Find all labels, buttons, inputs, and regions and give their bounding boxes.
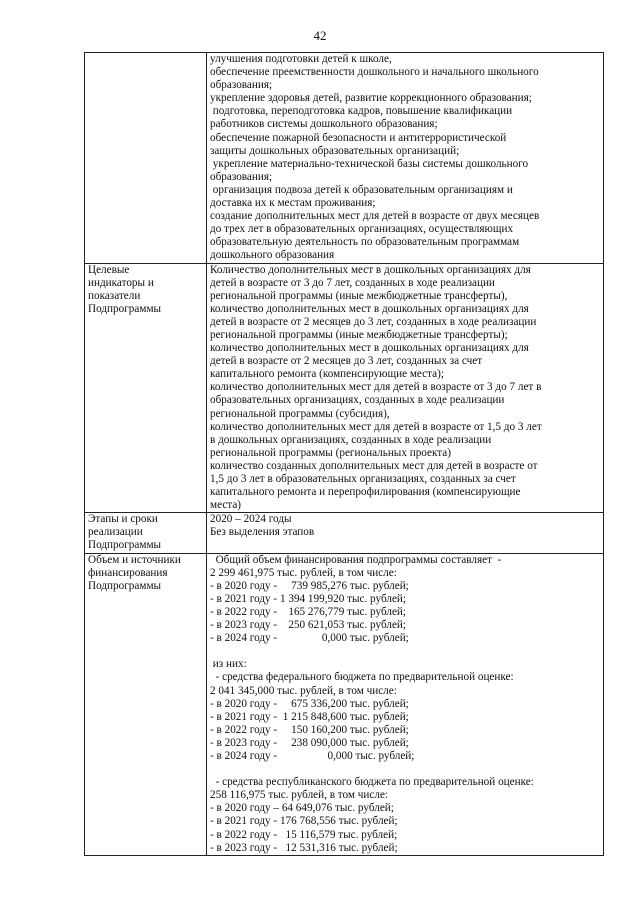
- content-line: - в 2020 году - 739 985,276 тыс. рублей;: [210, 579, 409, 592]
- content-line: - в 2022 году - 15 116,579 тыс. рублей;: [210, 828, 398, 841]
- row-label-line: Подпрограммы: [88, 579, 162, 592]
- content-line: образования;: [210, 79, 273, 92]
- row-label-line: Этапы и сроки: [88, 513, 158, 526]
- content-line: - в 2024 году - 0,000 тыс. рублей;: [210, 749, 415, 762]
- row-label-cell: [85, 513, 207, 553]
- content-line: количество дополнительных мест в дошкольных организациях для: [210, 302, 529, 315]
- content-line: организация подвоза детей к образовательным организациям и: [210, 183, 513, 196]
- content-line: Без выделения этапов: [210, 526, 315, 539]
- content-line: - в 2022 году - 165 276,779 тыс. рублей;: [210, 605, 406, 618]
- row-content-cell: [207, 513, 604, 553]
- row-label-line: индикаторы и: [88, 276, 154, 289]
- content-line: 2020 – 2024 годы: [210, 513, 292, 526]
- content-line: укрепление здоровья детей, развитие коррекционного образования;: [210, 92, 532, 105]
- content-line: Количество дополнительных мест в дошкольных организациях для: [210, 263, 531, 276]
- content-line: количество созданных дополнительных мест для детей в возрасте от: [210, 459, 538, 472]
- table-row: [85, 263, 604, 513]
- row-label-cell: [85, 263, 207, 513]
- content-line: подготовка, переподготовка кадров, повышение квалификации: [210, 105, 513, 118]
- row-label-line: Подпрограммы: [88, 302, 162, 315]
- content-line: региональной программы (субсидия),: [210, 407, 390, 420]
- content-line: 258 116,975 тыс. рублей, в том числе:: [210, 789, 389, 802]
- subprogram-passport-table: [84, 52, 604, 856]
- content-line: укрепление материально-технической базы системы дошкольного: [210, 157, 529, 170]
- content-line: дошкольного образования: [210, 249, 335, 262]
- content-line: 2 299 461,975 тыс. рублей, в том числе:: [210, 566, 397, 579]
- content-line: Общий объем финансирования подпрограммы составляет -: [210, 553, 502, 566]
- content-line: капитального ремонта (компенсирующие места);: [210, 368, 444, 381]
- content-line: [210, 763, 600, 776]
- table-row: [85, 553, 604, 855]
- content-line: [210, 539, 600, 552]
- content-line: региональной программы (иные межбюджетные трансферты),: [210, 289, 508, 302]
- content-line: капитального ремонта и перепрофилирования (компенсирующие: [210, 486, 521, 499]
- content-line: - в 2022 году - 150 160,200 тыс. рублей;: [210, 723, 409, 736]
- content-line: обеспечение пожарной безопасности и антитеррористической: [210, 131, 507, 144]
- row-label-line: Подпрограммы: [88, 539, 162, 552]
- content-line: доставка их к местам проживания;: [210, 197, 376, 210]
- content-line: - в 2021 году - 176 768,556 тыс. рублей;: [210, 815, 398, 828]
- content-line: количество дополнительных мест в дошкольных организациях для: [210, 342, 529, 355]
- content-line: - в 2021 году - 1 394 199,920 тыс. рублей;: [210, 592, 406, 605]
- content-line: образовательную деятельность по образовательным программам: [210, 236, 520, 249]
- content-line: количество дополнительных мест для детей в возрасте от 3 до 7 лет в: [210, 381, 542, 394]
- table-row: [85, 513, 604, 553]
- content-line: - в 2023 году - 238 090,000 тыс. рублей;: [210, 736, 409, 749]
- content-line: в дошкольных организациях, созданных в ходе реализации: [210, 433, 492, 446]
- row-content-cell: [207, 53, 604, 264]
- row-content-cell: [207, 263, 604, 513]
- content-line: - в 2021 году - 1 215 848,600 тыс. рублей;: [210, 710, 409, 723]
- content-line: 1,5 до 3 лет в образовательных организациях, созданных за счет: [210, 473, 516, 485]
- content-line: детей в возрасте от 2 месяцев до 3 лет, созданных за счет: [210, 355, 483, 368]
- row-label-line: финансирования: [88, 566, 168, 579]
- row-label-line: показатели: [88, 289, 141, 302]
- content-line: из них:: [210, 658, 247, 671]
- content-line: до трех лет в образовательных организациях, осуществляющих: [210, 223, 514, 236]
- content-line: количество дополнительных мест для детей в возрасте от 1,5 до 3 лет: [210, 420, 542, 433]
- content-line: обеспечение преемственности дошкольного и начального школьного: [210, 66, 539, 79]
- table-row: [85, 53, 604, 264]
- row-label-line: Объем и источники: [88, 553, 181, 566]
- content-line: работников системы дошкольного образования;: [210, 118, 438, 131]
- content-line: региональной программы (региональных проекта): [210, 446, 451, 459]
- page-number: 42: [313, 28, 327, 43]
- content-line: - в 2023 году - 250 621,053 тыс. рублей;: [210, 619, 406, 632]
- content-line: образования;: [210, 170, 273, 183]
- content-line: создание дополнительных мест для детей в возрасте от двух месяцев: [210, 210, 540, 223]
- content-line: защиты дошкольных образовательных организаций;: [210, 144, 460, 157]
- row-label-cell: [85, 553, 207, 855]
- content-line: региональной программы (иные межбюджетные трансферты);: [210, 328, 508, 341]
- content-line: - в 2020 году – 64 649,076 тыс. рублей;: [210, 802, 394, 815]
- content-line: - в 2024 году - 0,000 тыс. рублей;: [210, 632, 409, 645]
- content-line: [210, 645, 600, 658]
- content-line: - в 2023 году - 12 531,316 тыс. рублей;: [210, 841, 398, 854]
- content-line: улучшения подготовки детей к школе,: [210, 53, 392, 65]
- content-line: - средства федерального бюджета по предварительной оценке:: [210, 671, 514, 684]
- row-content-cell: [207, 553, 604, 855]
- row-label-cell: [85, 53, 207, 264]
- row-label-line: Целевые: [88, 263, 130, 276]
- content-line: образовательных организациях, созданных в ходе реализации: [210, 394, 505, 407]
- content-line: детей в возрасте от 2 месяцев до 3 лет, созданных в ходе реализации: [210, 315, 537, 328]
- content-line: места): [210, 499, 242, 512]
- content-line: - средства республиканского бюджета по предварительной оценке:: [210, 776, 534, 789]
- content-line: 2 041 345,000 тыс. рублей, в том числе:: [210, 684, 397, 697]
- row-label-line: реализации: [88, 526, 143, 539]
- content-line: детей в возрасте от 3 до 7 лет, созданных в ходе реализации: [210, 276, 495, 289]
- content-line: - в 2020 году - 675 336,200 тыс. рублей;: [210, 697, 409, 710]
